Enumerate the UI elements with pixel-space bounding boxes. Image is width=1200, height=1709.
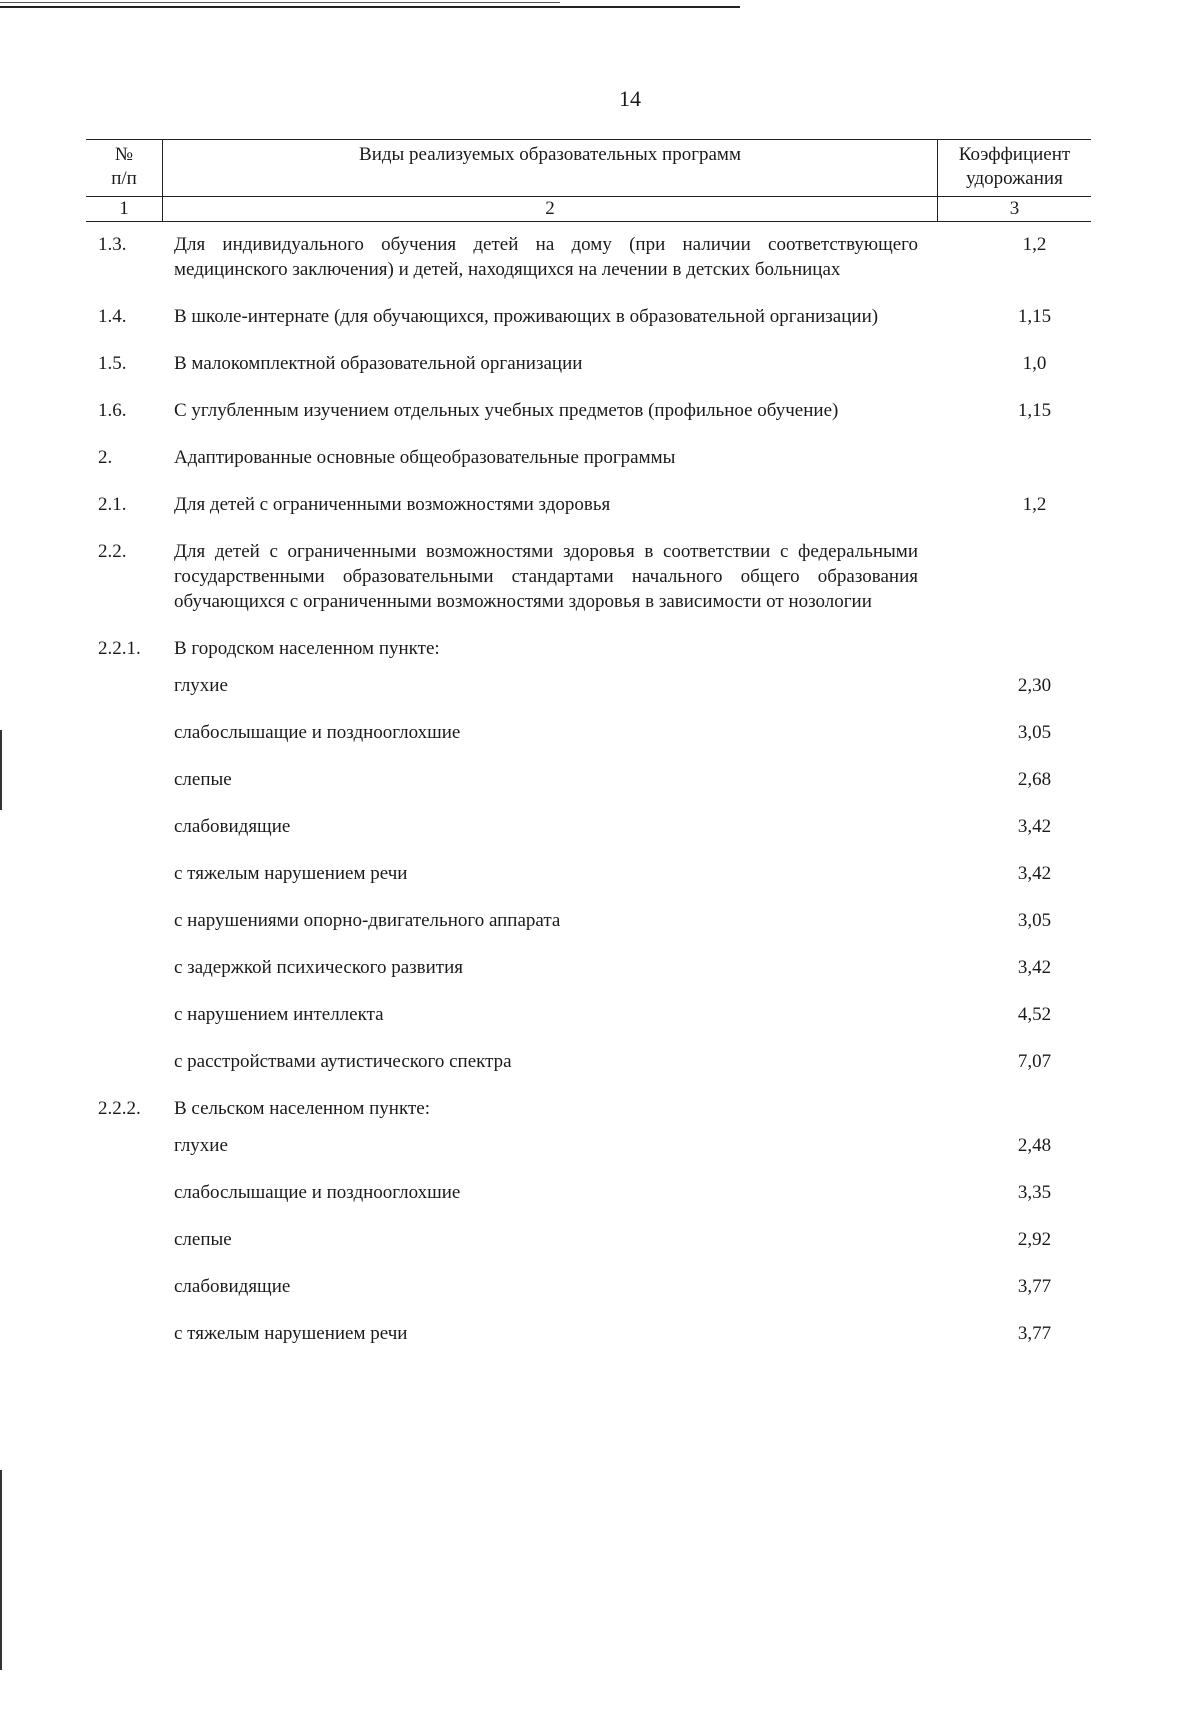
- row-coefficient: 1,2: [1022, 234, 1047, 255]
- row-program-text: В малокомплектной образовательной организации: [174, 353, 583, 374]
- row-coefficient: 3,77: [1017, 1276, 1052, 1297]
- header-number-line1: №: [114, 144, 134, 165]
- row-program-text: В школе-интернате (для обучающихся, проживающих в образовательной организации): [174, 306, 879, 327]
- row-program-text: Для детей с ограниченными возможностями здоровья: [174, 494, 611, 515]
- row-coefficient: 4,52: [1017, 1004, 1052, 1025]
- table-row: [86, 1096, 1091, 1121]
- table-row: [86, 445, 1091, 470]
- row-program-text: глухие: [174, 1135, 228, 1156]
- table-row: [86, 1049, 1091, 1074]
- row-program-text: слабовидящие: [174, 1276, 291, 1297]
- row-coefficient: 3,42: [1017, 957, 1052, 978]
- row-program-text: глухие: [174, 675, 228, 696]
- row-number: 2.2.1.: [98, 638, 141, 659]
- row-program-text: с расстройствами аутистического спектра: [174, 1051, 512, 1072]
- table-row: [86, 673, 1091, 698]
- table-row: [86, 767, 1091, 792]
- row-coefficient: 3,35: [1017, 1182, 1052, 1203]
- header-number-line2: п/п: [111, 168, 137, 189]
- header-coef-line1: Коэффициент: [958, 144, 1071, 165]
- table-header: [86, 139, 1091, 222]
- scan-artifact-left-1: [0, 730, 2, 810]
- table-row: [86, 351, 1091, 376]
- row-program-text: В сельском населенном пункте:: [174, 1098, 430, 1119]
- row-coefficient: 1,0: [1022, 353, 1047, 374]
- scan-artifact-top: [0, 6, 740, 8]
- row-coefficient: 1,15: [1017, 306, 1052, 327]
- table-row: [86, 1227, 1091, 1252]
- row-coefficient: 3,42: [1017, 863, 1052, 884]
- table-row: [86, 955, 1091, 980]
- row-coefficient: 2,30: [1017, 675, 1052, 696]
- column-number-2: 2: [162, 197, 938, 221]
- row-program-text: с задержкой психического развития: [174, 957, 463, 978]
- row-program-text: В городском населенном пункте:: [174, 638, 440, 659]
- header-coef-line2: удорожания: [966, 168, 1063, 189]
- column-number-1: 1: [119, 198, 129, 219]
- table-row: [86, 1133, 1091, 1158]
- row-coefficient: 2,68: [1017, 769, 1052, 790]
- row-program-text: с тяжелым нарушением речи: [174, 863, 408, 884]
- table-row: [86, 232, 1091, 282]
- header-col-coefficient: [938, 140, 1091, 196]
- table-row: [86, 908, 1091, 933]
- row-number: 2.2.: [98, 541, 127, 562]
- row-coefficient: 2,92: [1017, 1229, 1052, 1250]
- row-program-text: С углубленным изучением отдельных учебных предметов (профильное обучение): [174, 400, 839, 421]
- column-numbers-row: [86, 196, 1091, 222]
- row-coefficient: 3,05: [1017, 722, 1052, 743]
- row-program-text: с нарушением интеллекта: [174, 1004, 384, 1025]
- table-row: [86, 1002, 1091, 1027]
- scan-artifact-top-thin: [0, 2, 560, 3]
- table-body: [86, 232, 1091, 1346]
- table-row: [86, 1274, 1091, 1299]
- row-coefficient: 1,15: [1017, 400, 1052, 421]
- row-program-text: слепые: [174, 769, 232, 790]
- row-coefficient: 1,2: [1022, 494, 1047, 515]
- row-program-text: слабовидящие: [174, 816, 291, 837]
- header-row: [86, 140, 1091, 196]
- table-row: [86, 398, 1091, 423]
- column-number-3: 3: [1009, 198, 1020, 219]
- row-program-text: Адаптированные основные общеобразовательные программы: [174, 447, 676, 468]
- row-program-text: слепые: [174, 1229, 232, 1250]
- row-number: 1.3.: [98, 234, 127, 255]
- header-col-program: [162, 140, 938, 196]
- table-row: [86, 1321, 1091, 1346]
- row-program-text: с тяжелым нарушением речи: [174, 1323, 408, 1344]
- row-program-text: слабослышащие и позднооглохшие: [174, 1182, 461, 1203]
- header-program-line1: Виды реализуемых образовательных программ: [359, 144, 741, 165]
- row-coefficient: 2,48: [1017, 1135, 1052, 1156]
- table-row: [86, 1180, 1091, 1205]
- row-program-text: с нарушениями опорно-двигательного аппарата: [174, 910, 561, 931]
- row-coefficient: 7,07: [1017, 1051, 1052, 1072]
- row-number: 2.: [98, 447, 113, 468]
- row-program-text: Для детей с ограниченными возможностями здоровья в соответствии с федеральными государственными образовательными стандартами начального общего образования обучающихся с ограниченными возможностями здоровья в зависимости от нозологии: [174, 541, 918, 612]
- row-coefficient: 3,77: [1017, 1323, 1052, 1344]
- table-row: [86, 814, 1091, 839]
- row-coefficient: 3,42: [1017, 816, 1052, 837]
- table-row: [86, 720, 1091, 745]
- row-number: 2.1.: [98, 494, 127, 515]
- table-row: [86, 304, 1091, 329]
- scan-artifact-left-2: [0, 1470, 2, 1670]
- row-number: 1.5.: [98, 353, 127, 374]
- table-row: [86, 636, 1091, 661]
- row-number: 1.4.: [98, 306, 127, 327]
- table-row: [86, 861, 1091, 886]
- row-program-text: слабослышащие и позднооглохшие: [174, 722, 461, 743]
- row-program-text: Для индивидуального обучения детей на дому (при наличии соответствующего медицинского заключения) и детей, находящихся на лечении в детских больницах: [174, 234, 918, 280]
- row-number: 1.6.: [98, 400, 127, 421]
- row-coefficient: 3,05: [1017, 910, 1052, 931]
- page-number: 14: [619, 86, 641, 111]
- row-number: 2.2.2.: [98, 1098, 141, 1119]
- header-col-number: [86, 140, 162, 196]
- table-row: [86, 492, 1091, 517]
- table-row: [86, 539, 1091, 614]
